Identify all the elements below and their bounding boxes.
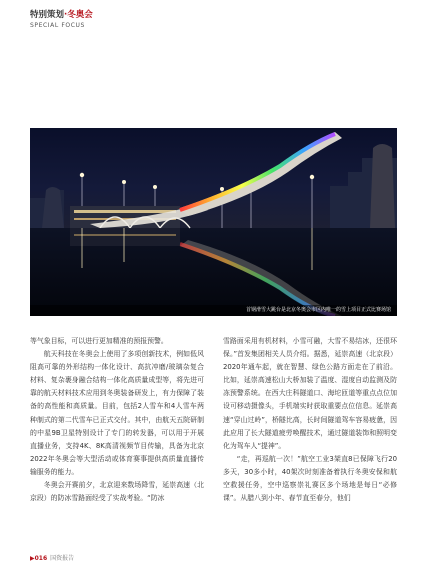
- title-separator: ·: [64, 10, 68, 20]
- section-subtitle: SPECIAL FOCUS: [30, 22, 85, 29]
- article-left-column: [30, 335, 204, 505]
- section-title: [30, 10, 93, 21]
- article-right-column: [223, 335, 397, 505]
- paragraph: 冬奥会开赛前夕，北京迎来数场降雪，延崇高速（北京段）的防冰雪路面经受了实战考验。“防冰: [30, 481, 204, 503]
- publication-name: 国资报告: [50, 555, 75, 562]
- section-label: 特别策划: [30, 10, 65, 20]
- paragraph: “走，再巡航一次！”航空工业3架直8已保障飞行20多天，30多小时，40架次时刻准备着执行冬奥安保和航空救援任务，空中巡察崇礼赛区多个场地是每日“必修课”。从腊八到小年、春节直至春分，他们: [223, 454, 397, 503]
- page-footer: [30, 553, 74, 562]
- paragraph: 等气象目标，可以进行更加精准的预报预警。: [30, 337, 168, 345]
- paragraph: 航天科技在冬奥会上使用了多项创新技术，例如低风阻高可靠的外形结构一体化设计、高抗冲磨/玻璃杂复合材料、复杂裹身融合结构一体化高质量成型等，将先进可靠的航天材料技术应用到冬奥装备研发上，有力保障了装备的高性能和高质量。目前，包括2人雪车和4人雪车两种制式的第二代雪车已正式交付。其中，由航天五院研制的中星9B卫星特别设计了专门的转发器，可以用于开展直播业务，支持4K、8K高清视频节目传输，具备为北京2022年冬奥会等大型活动或体育赛事提供高质量直播传输服务的能力。: [30, 350, 204, 476]
- section-header: [30, 10, 93, 30]
- topic-label: 冬奥会: [67, 10, 93, 20]
- photo-caption: 首钢滑雪大跳台是北京冬奥会市区内唯一的雪上项目正式比赛场馆: [30, 305, 397, 316]
- ski-jump-night-photo: [30, 128, 397, 316]
- feature-photo: [30, 128, 397, 316]
- page-number: 016: [34, 555, 48, 562]
- paragraph: 雪路面采用有机材料，小雪可融，大雪不易结冰，还很环保。”首发集团相关人员介绍。据悉，延崇高速（北京段）2020年通车起，就在智慧、绿色公路方面走在了前沿。比如，延崇高速松山大桥加装了温度、湿度自动监测及防冻预警系统。在西大庄科隧道口、海坨匝道等重点点位加设可移动摄像头，手机端实时获取重要点位信息。延崇高速“穿山过岭”，桥隧比高，长时间隧道驾车容易疲惫，因此应用了长大隧道疲劳唤醒技术，通过隧道装饰和照明变化为驾车人“提神”。: [223, 337, 397, 450]
- page-arrow-icon: ▶: [30, 555, 35, 562]
